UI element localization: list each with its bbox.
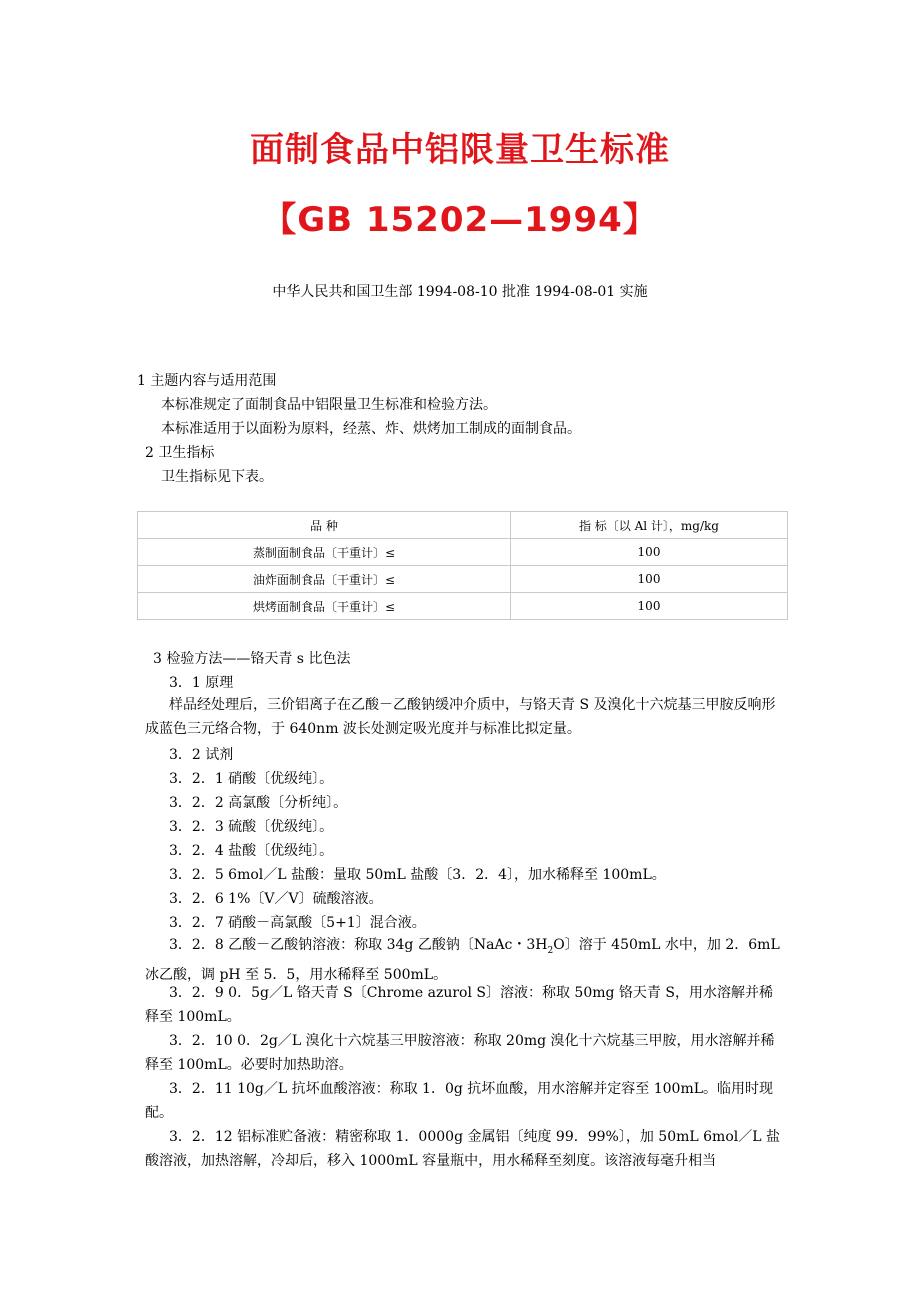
table-header-cell: 品 种	[138, 512, 511, 539]
reagent-item: 3．2．6 1%〔V／V〕硫酸溶液。	[169, 891, 383, 907]
document-title: 面制食品中铝限量卫生标准	[250, 130, 670, 170]
reagent-item-text: O〕溶于 450mL 水中，加 2．6mL 冰乙酸，调 pH 至 5．5，用水稀释至 500mL。	[145, 937, 780, 983]
section-2-paragraph: 卫生指标见下表。	[161, 469, 273, 485]
table-cell: 油炸面制食品〔干重计〕≤	[138, 566, 511, 593]
section-3-2-heading: 3．2 试剂	[169, 747, 234, 763]
reagent-item	[145, 933, 785, 987]
table-cell: 100	[511, 593, 788, 620]
subscript: 2	[547, 945, 554, 956]
reagent-item: 3．2．2 高氯酸〔分析纯〕。	[169, 795, 348, 811]
table-row	[138, 566, 788, 593]
reagent-item-text: 3．2．8 乙酸－乙酸钠溶液：称取 34g 乙酸钠〔NaAc・3H	[169, 937, 548, 953]
approval-info: 中华人民共和国卫生部 1994-08-10 批准 1994-08-01 实施	[272, 284, 648, 300]
reagent-item: 3．2．1 硝酸〔优级纯〕。	[169, 771, 334, 787]
table-cell: 100	[511, 566, 788, 593]
reagent-item: 3．2．4 盐酸〔优级纯〕。	[169, 843, 334, 859]
reagent-item: 3．2．10 0．2g／L 溴化十六烷基三甲胺溶液：称取 20mg 溴化十六烷基三甲胺，用水溶解并稀释至 100mL。必要时加热助溶。	[145, 1033, 775, 1073]
table-cell: 蒸制面制食品〔干重计〕≤	[138, 539, 511, 566]
table-cell: 烘烤面制食品〔干重计〕≤	[138, 593, 511, 620]
section-1-paragraph: 本标准适用于以面粉为原料，经蒸、炸、烘烤加工制成的面制食品。	[161, 421, 581, 437]
reagent-item: 3．2．11 10g／L 抗坏血酸溶液：称取 1．0g 抗坏血酸，用水溶解并定容至 100mL。临用时现配。	[145, 1081, 774, 1121]
table-row	[138, 593, 788, 620]
section-3-1-heading: 3．1 原理	[169, 675, 234, 691]
section-1-paragraph: 本标准规定了面制食品中铝限量卫生标准和检验方法。	[161, 397, 497, 413]
hygiene-index-table	[137, 511, 788, 620]
section-1-heading: 1 主题内容与适用范围	[137, 373, 277, 389]
section-3-heading: 3 检验方法——铬天青 s 比色法	[153, 651, 351, 667]
table-header-cell: 指 标〔以 Al 计〕，mg/kg	[511, 512, 788, 539]
reagent-item: 3．2．12 铝标准贮备液：精密称取 1．0000g 金属铝〔纯度 99．99%〕，加 50mL 6mol／L 盐酸溶液，加热溶解，冷却后，移入 1000mL 容量瓶中，用水稀释至刻度。该溶液每毫升相当	[145, 1129, 780, 1169]
reagent-item: 3．2．5 6mol／L 盐酸：量取 50mL 盐酸〔3．2．4〕，加水稀释至 100mL。	[169, 867, 666, 883]
reagent-item: 3．2．9 0．5g／L 铬天青 S〔Chrome azurol S〕溶液：称取 50mg 铬天青 S，用水溶解并稀释至 100mL。	[145, 985, 773, 1025]
reagent-item: 3．2．7 硝酸－高氯酸〔5+1〕混合液。	[169, 915, 426, 931]
standard-code: 【GB 15202—1994】	[262, 200, 658, 240]
table-cell: 100	[511, 539, 788, 566]
section-2-heading: 2 卫生指标	[145, 445, 215, 461]
reagent-item: 3．2．3 硫酸〔优级纯〕。	[169, 819, 334, 835]
principle-paragraph: 样品经处理后，三价铝离子在乙酸－乙酸钠缓冲介质中，与铬天青 S 及溴化十六烷基三甲胺反响形成蓝色三元络合物，于 640nm 波长处测定吸光度并与标准比拟定量。	[145, 697, 776, 737]
table-header-row	[138, 512, 788, 539]
table-row	[138, 539, 788, 566]
